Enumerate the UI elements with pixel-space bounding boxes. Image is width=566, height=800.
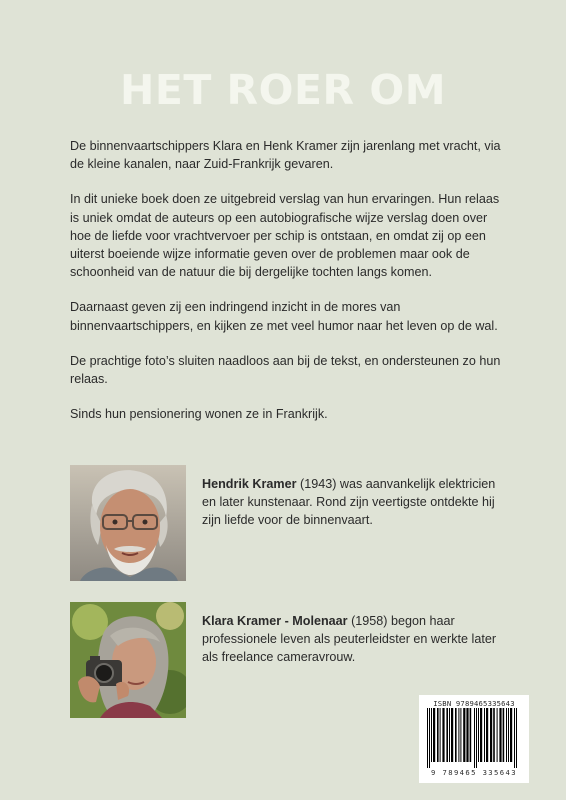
back-cover-blurb bbox=[70, 137, 506, 440]
author-bio bbox=[202, 475, 502, 530]
book-title: HET ROER OM bbox=[120, 66, 446, 114]
barcode-bars bbox=[425, 708, 523, 768]
author-bio-text: (1943) was aanvankelijk elektricien en later kunstenaar. Rond zijn veertigste ontdekte hij zijn liefde voor de binnenvaart. bbox=[202, 477, 496, 528]
isbn-barcode bbox=[419, 695, 529, 783]
author-name: Hendrik Kramer bbox=[202, 477, 297, 491]
man-portrait-icon bbox=[70, 465, 186, 581]
author-hendrik bbox=[70, 465, 506, 581]
author-bio-text: (1958) begon haar professionele leven als peuterleidster en werkte later als freelance cameravrouw. bbox=[202, 614, 497, 665]
blurb-paragraph: De prachtige foto’s sluiten naadloos aan bij de tekst, en ondersteunen zo hun relaas. bbox=[70, 353, 501, 387]
isbn-label: ISBN 9789465335643 bbox=[433, 699, 515, 708]
isbn-digits: 9 789465 335643 bbox=[431, 768, 517, 777]
woman-with-camera-portrait-icon bbox=[70, 602, 186, 718]
author-bio bbox=[202, 612, 502, 667]
blurb-paragraph: De binnenvaartschippers Klara en Henk Kramer zijn jarenlang met vracht, via de kleine kanalen, naar Zuid-Frankrijk gevaren. bbox=[70, 139, 501, 172]
author-name: Klara Kramer - Molenaar bbox=[202, 614, 348, 628]
blurb-paragraph: Daarnaast geven zij een indringend inzicht in de mores van binnenvaartschippers, en kijken ze met veel humor naar het leven op de wal. bbox=[70, 300, 498, 333]
blurb-paragraph: In dit unieke boek doen ze uitgebreid verslag van hun ervaringen. Hun relaas is uniek omdat de auteurs op een autobiografische wijze verslag doen over hoe de liefde voor vrachtvervoer per schip is ontstaan, en omdat zij op een uiterst boeiende wijze informatie geven over de problemen maar ook de schoonheid van de natuur die bij dergelijke tochten langs komen. bbox=[70, 192, 500, 280]
blurb-paragraph: Sinds hun pensionering wonen ze in Frankrijk. bbox=[70, 407, 328, 422]
